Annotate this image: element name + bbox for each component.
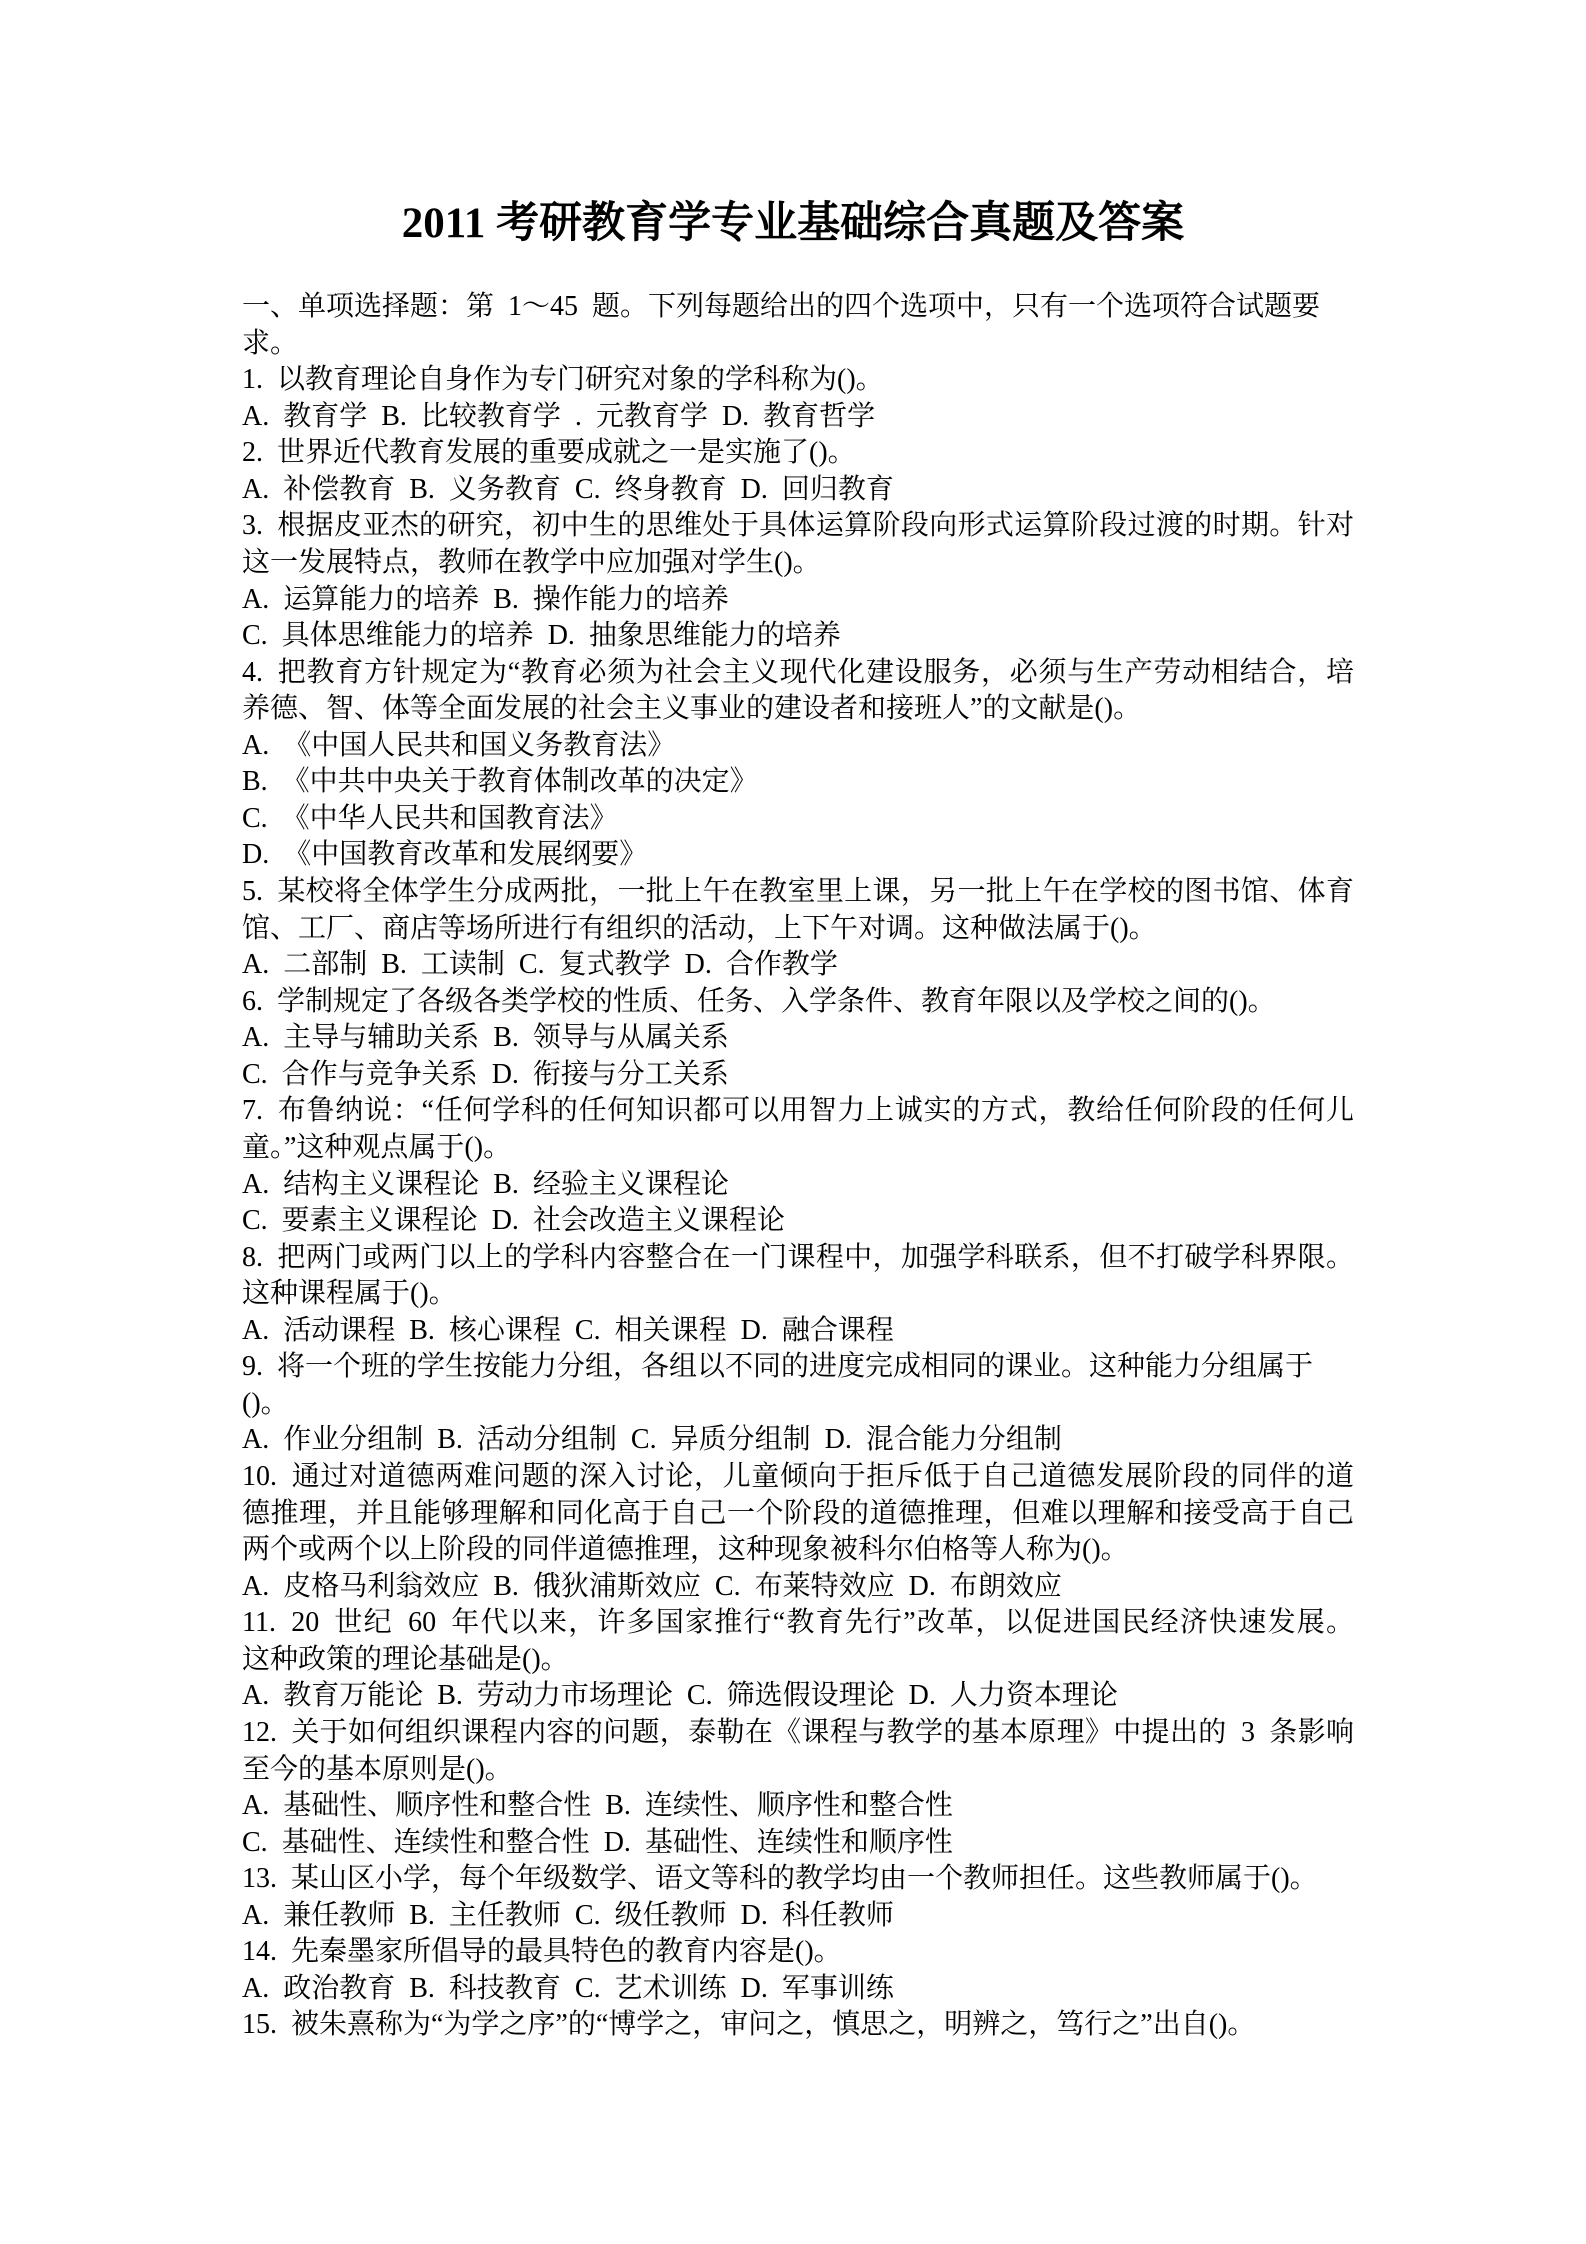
question-stem-line — [242, 1349, 1354, 1386]
option-a: A. 政治教育 — [242, 1972, 396, 2004]
option-c: C. 布莱特效应 — [714, 1570, 895, 1602]
question-12 — [242, 1715, 1354, 1861]
option-d: D. 科任教师 — [740, 1899, 894, 1931]
option-d: D. 抽象思维能力的培养 — [547, 620, 841, 652]
question-number: 2. — [242, 437, 263, 469]
question-stem-line — [242, 1861, 1354, 1898]
question-9 — [242, 1349, 1354, 1459]
question-number: 1. — [242, 364, 263, 396]
question-14 — [242, 1934, 1354, 2007]
question-stem-text: 世界近代教育发展的重要成就之一是实施了()。 — [277, 437, 856, 469]
question-number: 3. — [242, 510, 263, 542]
question-stem-text: 以教育理论自身作为专门研究对象的学科称为()。 — [277, 364, 884, 396]
question-stem-text: 把两门或两门以上的学科内容整合在一门课程中，加强学科联系，但不打破学科界限。 — [277, 1241, 1354, 1273]
question-11 — [242, 1605, 1354, 1715]
option-a: A. 主导与辅助关系 — [242, 1022, 480, 1054]
question-stem-line — [242, 1934, 1354, 1971]
question-stem-line — [242, 1459, 1354, 1496]
question-stem-line: 德推理，并且能够理解和同化高于自己一个阶段的道德推理，但难以理解和接受高于自己 — [242, 1497, 1354, 1529]
option-row — [242, 1678, 1354, 1715]
question-stem-text: 将一个班的学生按能力分组，各组以不同的进度完成相同的课业。这种能力分组属于 — [277, 1351, 1314, 1383]
option-d: D. 混合能力分组制 — [824, 1424, 1062, 1456]
option-row — [242, 1898, 1354, 1935]
option-a: A. 补偿教育 — [242, 473, 396, 505]
question-stem-line: 两个或两个以上阶段的同伴道德推理，这种现象被科尔伯格等人称为()。 — [242, 1534, 1129, 1566]
option-row — [242, 399, 1354, 436]
question-stem-line — [242, 874, 1354, 911]
option-c: C. 复式教学 — [518, 949, 671, 981]
question-13 — [242, 1861, 1354, 1934]
option-b: B. 比较教育学 — [381, 400, 561, 432]
option-row — [242, 1788, 1354, 1825]
question-5 — [242, 874, 1354, 984]
option-c: C. 相关课程 — [574, 1314, 727, 1346]
option-b: B. 科技教育 — [409, 1972, 561, 2004]
option-b: B. 工读制 — [381, 949, 505, 981]
option-b: B. 俄狄浦斯效应 — [493, 1570, 701, 1602]
question-stem-line: 童。”这种观点属于()。 — [242, 1131, 512, 1163]
document-body — [242, 289, 1354, 2044]
option-b: B. 劳动力市场理论 — [437, 1680, 673, 1712]
option-row — [242, 582, 1354, 619]
question-stem-line: 这种课程属于()。 — [242, 1278, 457, 1310]
option-row — [242, 801, 1354, 838]
option-a: A. 作业分组制 — [242, 1424, 424, 1456]
option-row — [242, 1057, 1354, 1094]
question-stem-text: 根据皮亚杰的研究，初中生的思维处于具体运算阶段向形式运算阶段过渡的时期。针对 — [277, 510, 1354, 542]
option-a: A. 教育学 — [242, 400, 368, 432]
option-c: C. 合作与竞争关系 — [242, 1058, 478, 1090]
section-heading-line: 一、单项选择题：第 1～45 题。下列每题给出的四个选项中，只有一个选项符合试题要 — [242, 291, 1321, 322]
option-b: B. 核心课程 — [409, 1314, 561, 1346]
option-row — [242, 1313, 1354, 1350]
option-c: C. 具体思维能力的培养 — [242, 620, 534, 652]
question-stem-line: 这种政策的理论基础是()。 — [242, 1643, 569, 1675]
question-stem-line: 馆、工厂、商店等场所进行有组织的活动，上下午对调。这种做法属于()。 — [242, 912, 1157, 944]
question-number: 14. — [242, 1936, 277, 1968]
option-c: C. 基础性、连续性和整合性 — [242, 1826, 590, 1858]
option-d: D. 布朗效应 — [908, 1570, 1062, 1602]
option-a: A. 兼任教师 — [242, 1899, 396, 1931]
question-number: 4. — [242, 656, 263, 688]
question-10 — [242, 1459, 1354, 1605]
option-row — [242, 1422, 1354, 1459]
option-a: A. 二部制 — [242, 949, 368, 981]
question-number: 15. — [242, 2009, 277, 2041]
option-c: C. 终身教育 — [574, 473, 727, 505]
question-7 — [242, 1093, 1354, 1239]
question-stem-text: 通过对道德两难问题的深入讨论，儿童倾向于拒斥低于自己道德发展阶段的同伴的道 — [291, 1461, 1354, 1492]
option-row — [242, 1971, 1354, 2008]
option-row — [242, 947, 1354, 984]
option-d: D. 基础性、连续性和顺序性 — [603, 1826, 953, 1858]
question-8 — [242, 1240, 1354, 1350]
option-row — [242, 1020, 1354, 1057]
question-number: 8. — [242, 1241, 263, 1273]
option-a: A. 教育万能论 — [242, 1680, 424, 1712]
option-b: B. 操作能力的培养 — [493, 583, 729, 615]
option-c: C. 级任教师 — [574, 1899, 727, 1931]
option-c: . 元教育学 — [574, 400, 708, 432]
question-stem-line: 这一发展特点，教师在教学中应加强对学生()。 — [242, 546, 821, 578]
option-a: A. 结构主义课程论 — [242, 1168, 480, 1200]
option-d: D. 人力资本理论 — [908, 1680, 1118, 1712]
option-row — [242, 837, 1354, 874]
question-2 — [242, 435, 1354, 508]
question-stem-line — [242, 2007, 1354, 2044]
option-a: A. 《中国人民共和国义务教育法》 — [242, 729, 676, 761]
question-number: 12. — [242, 1716, 277, 1748]
question-stem-line — [242, 435, 1354, 472]
question-stem-line — [242, 1093, 1354, 1130]
option-d: D. 《中国教育改革和发展纲要》 — [242, 839, 648, 871]
option-row — [242, 728, 1354, 765]
option-d: D. 军事训练 — [740, 1972, 894, 2004]
option-row — [242, 618, 1354, 655]
question-3 — [242, 508, 1354, 654]
option-d: D. 回归教育 — [740, 473, 894, 505]
option-c: C. 要素主义课程论 — [242, 1205, 478, 1237]
section-heading — [242, 289, 1354, 362]
option-b: B. 连续性、顺序性和整合性 — [605, 1790, 953, 1822]
question-stem-line — [242, 1715, 1354, 1752]
option-a: A. 活动课程 — [242, 1314, 396, 1346]
section-heading-line: 求。 — [242, 327, 299, 359]
option-c: C. 《中华人民共和国教育法》 — [242, 802, 618, 834]
question-4 — [242, 655, 1354, 874]
question-stem-line — [242, 984, 1354, 1021]
question-stem-line — [242, 1240, 1354, 1277]
option-b: B. 经验主义课程论 — [493, 1168, 729, 1200]
question-15 — [242, 2007, 1354, 2044]
option-row — [242, 1203, 1354, 1240]
option-d: D. 合作教学 — [684, 949, 838, 981]
question-number: 7. — [242, 1095, 263, 1127]
question-stem-line: 至今的基本原则是()。 — [242, 1753, 513, 1785]
option-c: C. 艺术训练 — [574, 1972, 727, 2004]
question-6 — [242, 984, 1354, 1094]
option-row — [242, 472, 1354, 509]
question-stem-text: 某山区小学，每个年级数学、语文等科的教学均由一个教师担任。这些教师属于()。 — [291, 1863, 1318, 1895]
option-c: C. 筛选假设理论 — [686, 1680, 895, 1712]
question-number: 13. — [242, 1863, 277, 1895]
question-stem-text: 先秦墨家所倡导的最具特色的教育内容是()。 — [291, 1936, 842, 1968]
option-d: D. 教育哲学 — [721, 400, 876, 432]
question-stem-text: 某校将全体学生分成两批，一批上午在教室里上课，另一批上午在学校的图书馆、体育 — [277, 876, 1354, 907]
option-a: A. 运算能力的培养 — [242, 583, 480, 615]
question-number: 6. — [242, 985, 263, 1017]
option-b: B. 《中共中央关于教育体制改革的决定》 — [242, 766, 758, 798]
question-stem-text: 学制规定了各级各类学校的性质、任务、入学条件、教育年限以及学校之间的()。 — [277, 985, 1276, 1017]
option-row — [242, 1825, 1354, 1862]
question-stem-text: 20 世纪 60 年代以来，许多国家推行“教育先行”改革，以促进国民经济快速发展。 — [291, 1607, 1355, 1639]
question-stem-text: 布鲁纳说：“任何学科的任何知识都可以用智力上诚实的方式，教给任何阶段的任何儿 — [277, 1095, 1355, 1127]
option-d: D. 融合课程 — [740, 1314, 894, 1346]
option-b: B. 领导与从属关系 — [493, 1022, 729, 1054]
question-number: 11. — [242, 1607, 276, 1639]
document-title: 2011 考研教育学专业基础综合真题及答案 — [401, 200, 1185, 247]
option-b: B. 主任教师 — [409, 1899, 561, 1931]
question-stem-line: ()。 — [242, 1387, 289, 1419]
option-c: C. 异质分组制 — [630, 1424, 811, 1456]
option-b: B. 义务教育 — [409, 473, 561, 505]
option-row — [242, 1569, 1354, 1606]
question-stem-text: 把教育方针规定为“教育必须为社会主义现代化建设服务，必须与生产劳动相结合，培 — [277, 656, 1355, 688]
option-a: A. 皮格马利翁效应 — [242, 1570, 480, 1602]
question-stem-line: 养德、智、体等全面发展的社会主义事业的建设者和接班人”的文献是()。 — [242, 693, 1142, 725]
question-number: 10. — [242, 1461, 277, 1492]
option-d: D. 衔接与分工关系 — [491, 1058, 729, 1090]
question-stem-text: 关于如何组织课程内容的问题，泰勒在《课程与教学的基本原理》中提出的 3 条影响 — [291, 1716, 1354, 1748]
question-stem-line — [242, 1605, 1354, 1642]
option-d: D. 社会改造主义课程论 — [491, 1205, 785, 1237]
question-number: 5. — [242, 876, 263, 907]
question-stem-line — [242, 508, 1354, 545]
question-1 — [242, 362, 1354, 435]
option-a: A. 基础性、顺序性和整合性 — [242, 1790, 592, 1822]
question-stem-line — [242, 655, 1354, 692]
question-stem-text: 被朱熹称为“为学之序”的“博学之，审问之，慎思之，明辨之，笃行之”出自()。 — [291, 2009, 1256, 2041]
question-number: 9. — [242, 1351, 263, 1383]
option-b: B. 活动分组制 — [437, 1424, 617, 1456]
question-stem-line — [242, 362, 1354, 399]
option-row — [242, 1167, 1354, 1204]
option-row — [242, 764, 1354, 801]
